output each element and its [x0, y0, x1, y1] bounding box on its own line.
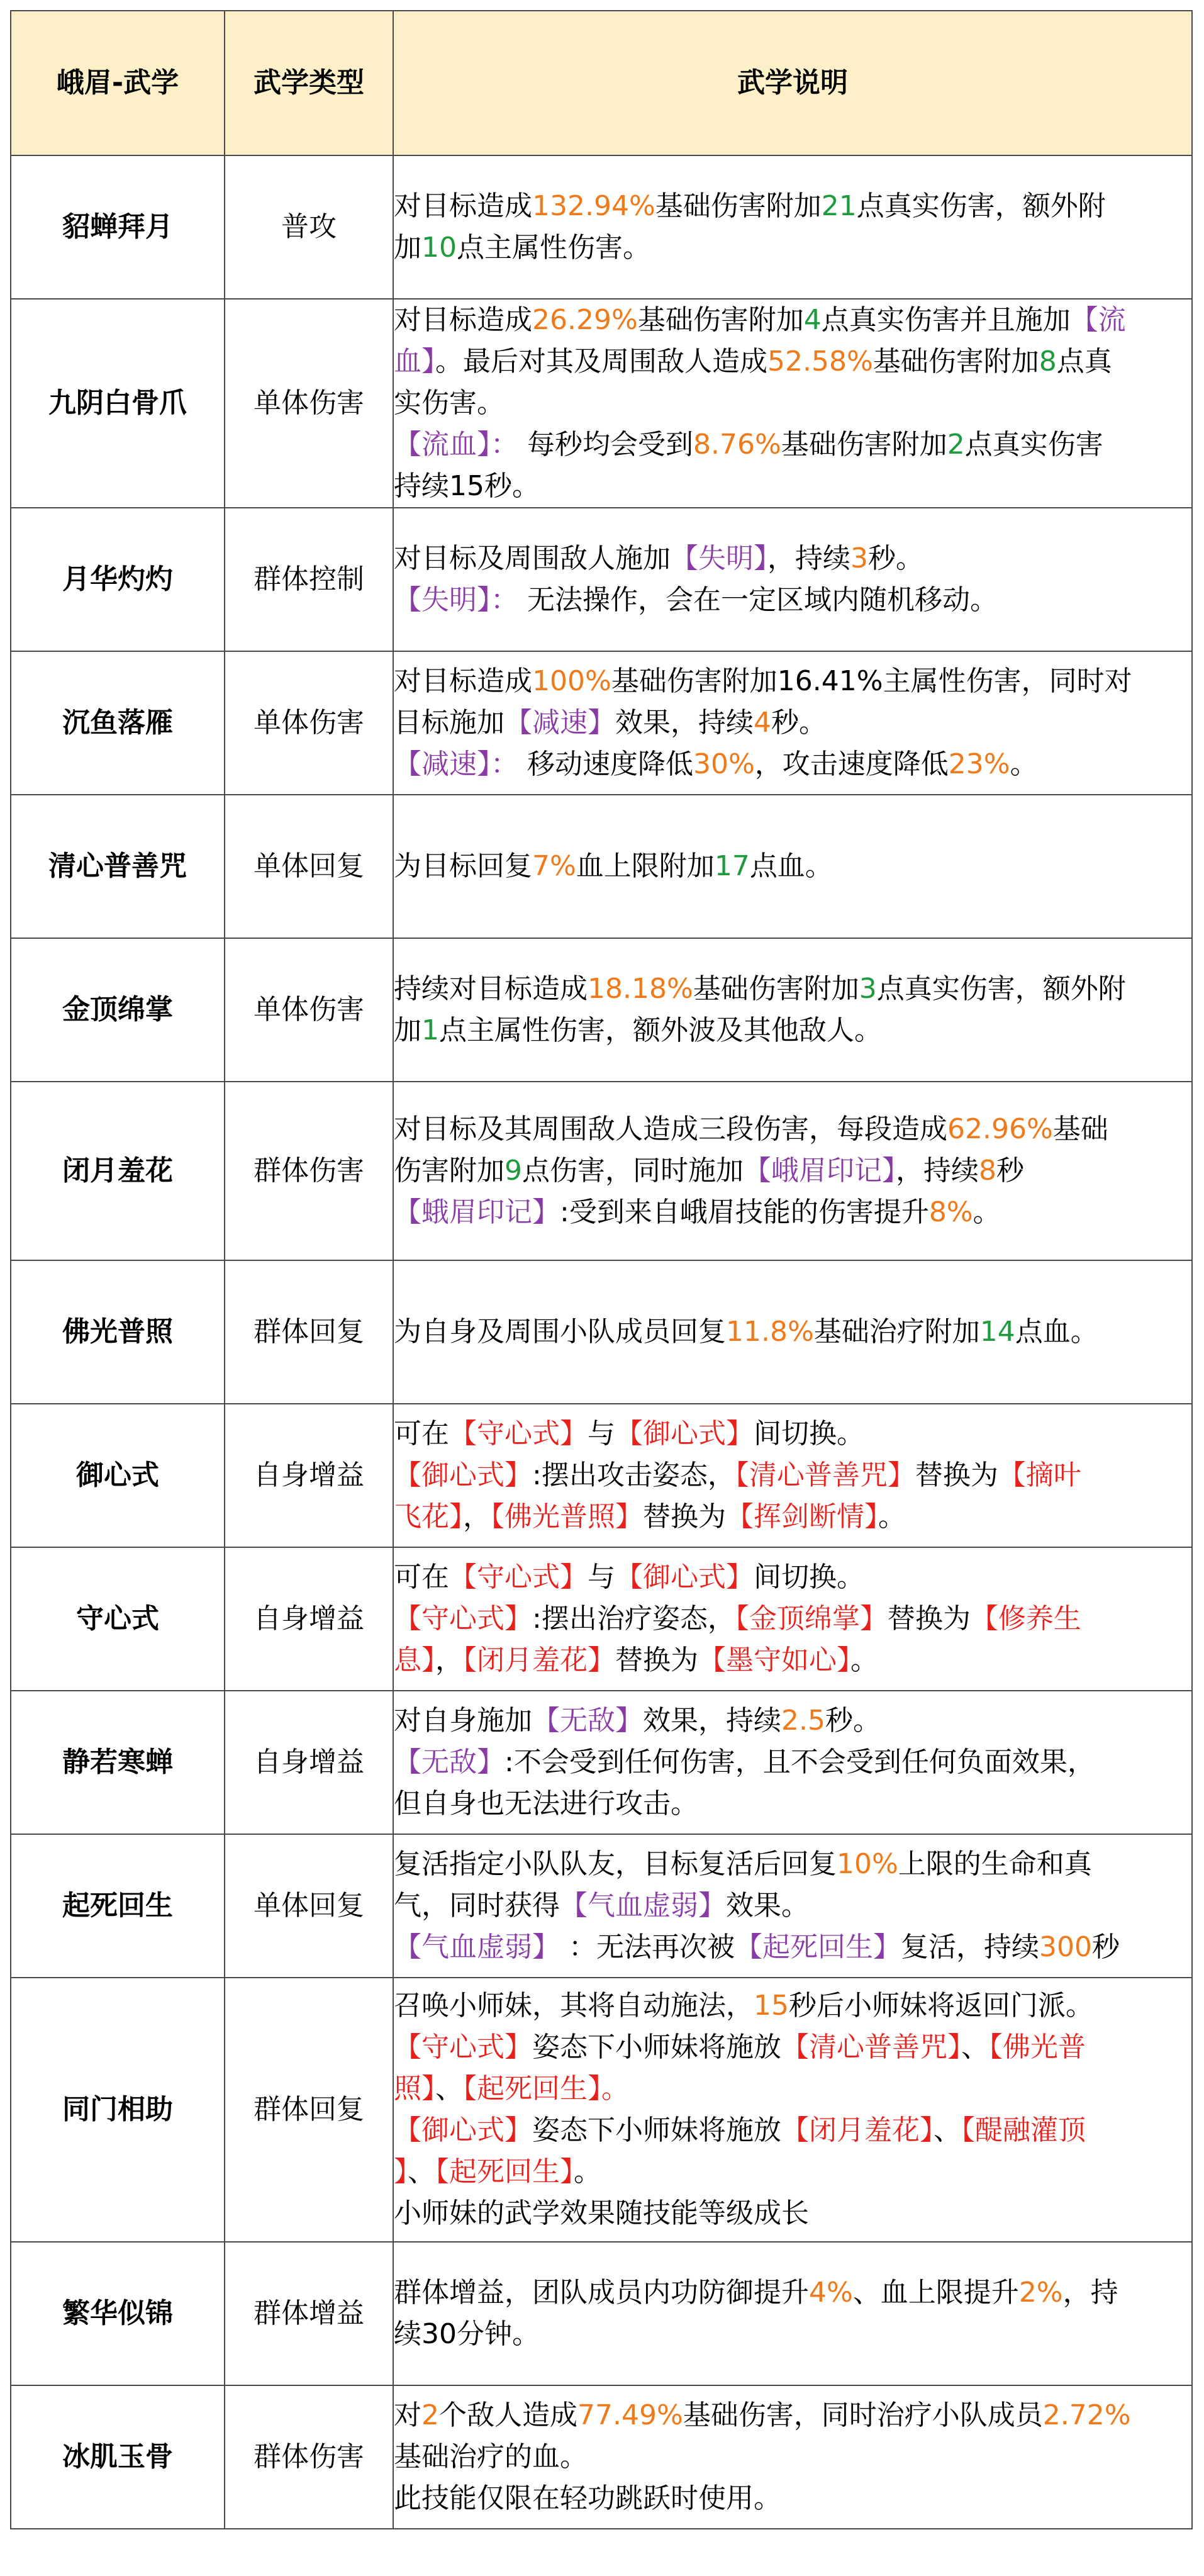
description-segment: 持续15秒。: [394, 470, 540, 502]
header-row: [11, 11, 1192, 155]
description-segment: 23%: [948, 748, 1010, 780]
description-segment: ，持续: [767, 542, 850, 574]
description-segment: 间切换。: [754, 1561, 864, 1593]
description-segment: 姿态下小师妹将施放: [532, 2114, 781, 2146]
description-segment: 移动速度降低: [518, 748, 693, 780]
description-segment: 8%: [928, 1196, 973, 1228]
description-line: [394, 1700, 1191, 1742]
description-segment: 基础: [1052, 1113, 1108, 1145]
description-segment: :不会受到任何伤害，且不会受到任何负面效果，: [504, 1746, 1095, 1778]
description-segment: 2: [947, 428, 965, 461]
description-segment: 与: [588, 1561, 615, 1593]
description-segment: 14: [979, 1316, 1015, 1348]
description-segment: 3: [859, 973, 877, 1005]
description-segment: 基础伤害附加: [781, 428, 947, 461]
description-segment: 100%: [532, 665, 611, 697]
skills-table: [10, 10, 1193, 2529]
skill-description: [393, 155, 1192, 299]
description-segment: 77.49%: [577, 2399, 683, 2431]
description-line: [394, 2436, 1191, 2478]
description-segment: 。: [850, 1644, 878, 1676]
skill-name: 貂蝉拜月: [11, 155, 225, 299]
skill-description: [393, 299, 1192, 508]
skill-type: 群体控制: [225, 508, 393, 651]
description-segment: 上限的生命和真: [898, 1848, 1092, 1880]
description-segment: 4: [754, 707, 771, 739]
description-segment: 秒。: [771, 707, 827, 739]
description-segment: 18.18%: [588, 973, 693, 1005]
skill-type: 群体回复: [225, 1978, 393, 2242]
description-segment: 【佛光普照】: [491, 1501, 643, 1533]
description-line: [394, 341, 1191, 383]
description-segment: 基础伤害附加: [872, 345, 1039, 378]
description-segment: 点伤害，同时施加: [522, 1155, 744, 1187]
description-segment: 基础伤害附加16.41%主属性伤害，同时对: [611, 665, 1132, 697]
description-line: [394, 424, 1191, 466]
description-segment: 息】: [394, 1644, 435, 1676]
skill-description: [393, 1978, 1192, 2242]
description-segment: 秒后小师妹将返回门派。: [789, 1990, 1093, 2022]
description-segment: 可在: [394, 1418, 449, 1450]
description-segment: 个敌人造成: [439, 2399, 577, 2431]
description-segment: 【御心式】: [615, 1418, 754, 1450]
description-segment: 对自身施加: [394, 1705, 532, 1737]
description-line: [394, 2151, 1191, 2193]
description-segment: 点主属性伤害。: [457, 232, 650, 264]
skill-name: 金顶绵掌: [11, 938, 225, 1082]
table-row: [11, 651, 1192, 795]
skill-description: [393, 1082, 1192, 1260]
skill-name: 繁华似锦: [11, 2242, 225, 2385]
description-line: [394, 2027, 1191, 2068]
description-segment: 。: [878, 1501, 906, 1533]
skill-type: 单体回复: [225, 795, 393, 938]
description-segment: ，: [463, 1501, 491, 1533]
description-segment: 加: [394, 232, 421, 264]
description-segment: 群体增益，团队成员内功防御提升: [394, 2276, 809, 2309]
table-row: [11, 1404, 1192, 1547]
description-segment: 2%: [1018, 2276, 1063, 2309]
description-segment: 点主属性伤害，额外波及其他敌人。: [439, 1014, 882, 1046]
description-segment: 召唤小师妹，其将自动施法，: [394, 1990, 754, 2022]
description-segment: 气，同时获得: [394, 1890, 560, 1922]
description-segment: ，攻击速度降低: [754, 748, 949, 780]
table-row: [11, 1834, 1192, 1978]
description-segment: ，持: [1062, 2276, 1118, 2309]
description-line: [394, 580, 1191, 621]
skill-name: 静若寒蝉: [11, 1691, 225, 1834]
description-segment: 【起死回生】: [435, 2156, 574, 2188]
description-segment: 基础治疗附加: [813, 1316, 980, 1348]
description-segment: 【摘叶: [998, 1459, 1081, 1491]
description-segment: 飞花】: [394, 1501, 463, 1533]
description-segment: 对目标及其周围敌人造成三段伤害，每段造成: [394, 1113, 947, 1145]
description-segment: 基础伤害附加: [655, 190, 822, 222]
description-segment: 【无敌】: [532, 1705, 643, 1737]
description-segment: 132.94%: [532, 190, 655, 222]
skill-type: 群体回复: [225, 1260, 393, 1404]
skill-description: [393, 795, 1192, 938]
description-segment: 【守心式】: [394, 2031, 532, 2063]
description-line: [394, 1927, 1191, 1968]
description-segment: 点真: [1056, 345, 1112, 378]
description-segment: 对目标造成: [394, 304, 532, 336]
description-line: [394, 300, 1191, 341]
description-segment: 4%: [809, 2276, 853, 2309]
description-segment: 【闭月羞花】: [463, 1644, 615, 1676]
description-line: [394, 2395, 1191, 2436]
table-row: [11, 2385, 1192, 2529]
skill-name: 沉鱼落雁: [11, 651, 225, 795]
description-segment: :摆出治疗姿态，: [532, 1603, 735, 1635]
description-segment: 26.29%: [532, 304, 638, 336]
description-segment: :受到来自峨眉技能的伤害提升: [560, 1196, 929, 1228]
description-line: [394, 1640, 1191, 1681]
description-segment: ，持续: [896, 1155, 979, 1187]
description-line: [394, 1413, 1191, 1455]
description-segment: 此技能仅限在轻功跳跃时使用。: [394, 2482, 781, 2514]
description-segment: 、: [934, 2114, 961, 2146]
skill-type: 群体伤害: [225, 1082, 393, 1260]
description-segment: 【修养生: [970, 1603, 1081, 1635]
description-segment: 【气血虚弱】: [394, 1931, 560, 1963]
description-segment: 血上限附加: [576, 850, 715, 882]
description-segment: 、: [961, 2031, 989, 2063]
table-row: [11, 508, 1192, 651]
description-line: [394, 1598, 1191, 1640]
description-segment: 替换为: [643, 1501, 726, 1533]
description-segment: 对: [394, 2399, 421, 2431]
description-segment: 【失明】：: [394, 584, 518, 616]
description-segment: 【失明】: [671, 542, 767, 574]
skill-description: [393, 1834, 1192, 1978]
table-row: [11, 938, 1192, 1082]
description-segment: 【清心普善咒】: [781, 2031, 961, 2063]
description-segment: 【闭月羞花】: [781, 2114, 934, 2146]
description-segment: 效果。: [726, 1890, 809, 1922]
description-line: [394, 1557, 1191, 1598]
description-segment: 基础治疗的血。: [394, 2441, 588, 2473]
description-segment: 、: [408, 2156, 435, 2188]
description-segment: 8: [979, 1155, 996, 1187]
description-segment: 替换为: [887, 1603, 971, 1635]
description-segment: 续30分钟。: [394, 2318, 540, 2350]
description-line: [394, 1010, 1191, 1051]
description-line: [394, 186, 1191, 227]
description-segment: 10: [421, 232, 457, 264]
description-segment: 。: [1010, 748, 1038, 780]
skill-description: [393, 1404, 1192, 1547]
description-line: [394, 1192, 1191, 1233]
description-segment: 与: [588, 1418, 615, 1450]
description-segment: 【峨眉印记】: [744, 1155, 896, 1187]
skill-name: 同门相助: [11, 1978, 225, 2242]
description-segment: 持续对目标造成: [394, 973, 588, 1005]
skill-type: 单体伤害: [225, 299, 393, 508]
description-line: [394, 1311, 1191, 1353]
skill-type: 单体伤害: [225, 651, 393, 795]
description-line: [394, 1455, 1191, 1496]
description-segment: 2: [421, 2399, 439, 2431]
description-segment: 可在: [394, 1561, 449, 1593]
description-segment: 、: [435, 2073, 463, 2105]
skill-name: 九阴白骨爪: [11, 299, 225, 508]
skill-name: 清心普善咒: [11, 795, 225, 938]
skill-description: [393, 938, 1192, 1082]
description-segment: 加: [394, 1014, 421, 1046]
description-segment: 点真实伤害，额外附: [856, 190, 1106, 222]
description-segment: 替换为: [915, 1459, 998, 1491]
description-segment: 为目标回复: [394, 850, 532, 882]
skill-description: [393, 2385, 1192, 2529]
description-segment: 。: [574, 2156, 601, 2188]
description-segment: 【无敌】: [394, 1746, 504, 1778]
description-segment: 点真实伤害，额外附: [876, 973, 1126, 1005]
skill-name: 御心式: [11, 1404, 225, 1547]
description-segment: 21: [821, 190, 857, 222]
description-segment: 血】: [394, 345, 435, 378]
header-skill-name: 峨眉-武学: [11, 11, 225, 155]
description-segment: 对目标造成: [394, 665, 532, 697]
description-segment: 1: [421, 1014, 439, 1046]
description-segment: ，: [435, 1644, 463, 1676]
description-segment: 【挥剑断情】: [726, 1501, 878, 1533]
skill-name: 月华灼灼: [11, 508, 225, 651]
skill-type: 普攻: [225, 155, 393, 299]
description-segment: 秒。: [825, 1705, 881, 1737]
description-line: [394, 1109, 1191, 1150]
skill-description: [393, 651, 1192, 795]
description-line: [394, 968, 1191, 1010]
description-segment: 复活，持续: [901, 1931, 1039, 1963]
description-segment: 姿态下小师妹将施放: [532, 2031, 781, 2063]
description-segment: 、血上限提升: [852, 2276, 1019, 2309]
skill-name: 闭月羞花: [11, 1082, 225, 1260]
description-segment: 秒。: [868, 542, 923, 574]
description-line: [394, 2272, 1191, 2314]
skill-description: [393, 508, 1192, 651]
description-segment: 【御心式】: [394, 2114, 532, 2146]
description-segment: 复活指定小队队友，目标复活后回复: [394, 1848, 837, 1880]
description-segment: 】: [394, 2156, 408, 2188]
description-segment: 52.58%: [767, 345, 873, 378]
skill-type: 自身增益: [225, 1691, 393, 1834]
description-segment: 11.8%: [726, 1316, 814, 1348]
description-segment: 点真实伤害并且施加: [821, 304, 1071, 336]
description-segment: 30%: [693, 748, 755, 780]
skill-type: 自身增益: [225, 1404, 393, 1547]
table-row: [11, 1082, 1192, 1260]
table-row: [11, 155, 1192, 299]
description-line: [394, 538, 1191, 580]
description-segment: 【蛾眉印记】: [394, 1196, 560, 1228]
description-segment: 8.76%: [693, 428, 781, 461]
description-segment: 为自身及周围小队成员回复: [394, 1316, 726, 1348]
description-segment: :摆出攻击姿态，: [532, 1459, 735, 1491]
skill-description: [393, 1260, 1192, 1404]
description-segment: 4: [803, 304, 822, 336]
description-segment: 。最后对其及周围敌人造成: [435, 345, 767, 378]
description-segment: 伤害附加: [394, 1155, 504, 1187]
description-segment: 9: [504, 1155, 522, 1187]
skill-type: 群体伤害: [225, 2385, 393, 2529]
skill-description: [393, 1691, 1192, 1834]
skill-description: [393, 2242, 1192, 2385]
description-segment: 【佛光普: [989, 2031, 1086, 2063]
table-row: [11, 1547, 1192, 1691]
description-segment: 7%: [532, 850, 576, 882]
skill-name: 冰肌玉骨: [11, 2385, 225, 2529]
header-skill-description: 武学说明: [393, 11, 1192, 155]
description-segment: 15: [754, 1990, 789, 2022]
table-row: [11, 2242, 1192, 2385]
description-segment: 17: [714, 850, 750, 882]
description-segment: 基础伤害，同时治疗小队成员: [683, 2399, 1043, 2431]
description-line: [394, 661, 1191, 702]
description-segment: 【起死回生】: [735, 1931, 901, 1963]
skill-name: 佛光普照: [11, 1260, 225, 1404]
table-row: [11, 299, 1192, 508]
description-segment: 【醍融灌顶: [961, 2114, 1086, 2146]
table-row: [11, 1691, 1192, 1834]
description-line: [394, 1496, 1191, 1538]
skill-name: 守心式: [11, 1547, 225, 1691]
description-segment: 【墨守如心】: [698, 1644, 850, 1676]
description-segment: 10%: [837, 1848, 898, 1880]
description-line: [394, 466, 1191, 507]
description-segment: 2.72%: [1042, 2399, 1131, 2431]
description-segment: 点血。: [749, 850, 833, 882]
description-segment: 2.5: [781, 1705, 825, 1737]
table-row: [11, 1260, 1192, 1404]
description-segment: 【御心式】: [394, 1459, 532, 1491]
description-segment: 【减速】: [504, 707, 615, 739]
header-skill-type: 武学类型: [225, 11, 393, 155]
description-line: [394, 2110, 1191, 2151]
description-line: [394, 1885, 1191, 1927]
description-segment: 62.96%: [947, 1113, 1053, 1145]
description-segment: 替换为: [615, 1644, 698, 1676]
skill-type: 单体伤害: [225, 938, 393, 1082]
description-segment: ：无法再次被: [560, 1931, 735, 1963]
description-line: [394, 846, 1191, 887]
description-segment: 目标施加: [394, 707, 504, 739]
description-line: [394, 1742, 1191, 1783]
description-segment: 秒: [996, 1155, 1024, 1187]
description-segment: 但自身也无法进行攻击。: [394, 1788, 698, 1820]
description-line: [394, 2314, 1191, 2355]
description-segment: 效果，持续: [643, 1705, 781, 1737]
description-segment: 【守心式】: [394, 1603, 532, 1635]
description-segment: 3: [850, 542, 868, 574]
skill-type: 单体回复: [225, 1834, 393, 1978]
description-segment: 【守心式】: [449, 1418, 588, 1450]
description-segment: 300: [1039, 1931, 1092, 1963]
description-line: [394, 702, 1191, 744]
description-segment: 【清心普善咒】: [735, 1459, 915, 1491]
description-line: [394, 1844, 1191, 1885]
description-segment: 点血。: [1015, 1316, 1098, 1348]
description-line: [394, 1150, 1191, 1192]
description-segment: 间切换。: [754, 1418, 864, 1450]
description-segment: 秒: [1091, 1931, 1120, 1963]
description-line: [394, 2478, 1191, 2519]
description-segment: 基础伤害附加: [693, 973, 859, 1005]
description-segment: 无法操作，会在一定区域内随机移动。: [518, 584, 998, 616]
description-segment: 【流: [1070, 304, 1126, 336]
table-row: [11, 795, 1192, 938]
table-row: [11, 1978, 1192, 2242]
description-line: [394, 744, 1191, 785]
description-line: [394, 1783, 1191, 1825]
description-line: [394, 2068, 1191, 2110]
description-segment: 【气血虚弱】: [560, 1890, 726, 1922]
description-segment: 效果，持续: [615, 707, 754, 739]
description-line: [394, 2193, 1191, 2234]
description-line: [394, 1985, 1191, 2027]
skill-type: 群体增益: [225, 2242, 393, 2385]
description-segment: 【减速】：: [394, 748, 518, 780]
description-segment: 8: [1039, 345, 1057, 378]
skill-type: 自身增益: [225, 1547, 393, 1691]
description-line: [394, 227, 1191, 269]
skill-name: 起死回生: [11, 1834, 225, 1978]
description-line: [394, 383, 1191, 424]
description-segment: 【守心式】: [449, 1561, 588, 1593]
description-segment: 每秒均会受到: [518, 428, 693, 461]
description-segment: 【流血】：: [394, 428, 518, 461]
description-segment: 照】: [394, 2073, 435, 2105]
description-segment: 实伤害。: [394, 387, 504, 419]
description-segment: 点真实伤害: [964, 428, 1103, 461]
description-segment: 【起死回生】。: [463, 2073, 629, 2105]
description-segment: 对目标造成: [394, 190, 532, 222]
description-segment: 基础伤害附加: [637, 304, 804, 336]
skill-description: [393, 1547, 1192, 1691]
description-segment: 。: [973, 1196, 1001, 1228]
description-segment: 对目标及周围敌人施加: [394, 542, 671, 574]
description-segment: 【御心式】: [615, 1561, 754, 1593]
description-segment: 小师妹的武学效果随技能等级成长: [394, 2197, 809, 2229]
description-segment: 【金顶绵掌】: [735, 1603, 888, 1635]
